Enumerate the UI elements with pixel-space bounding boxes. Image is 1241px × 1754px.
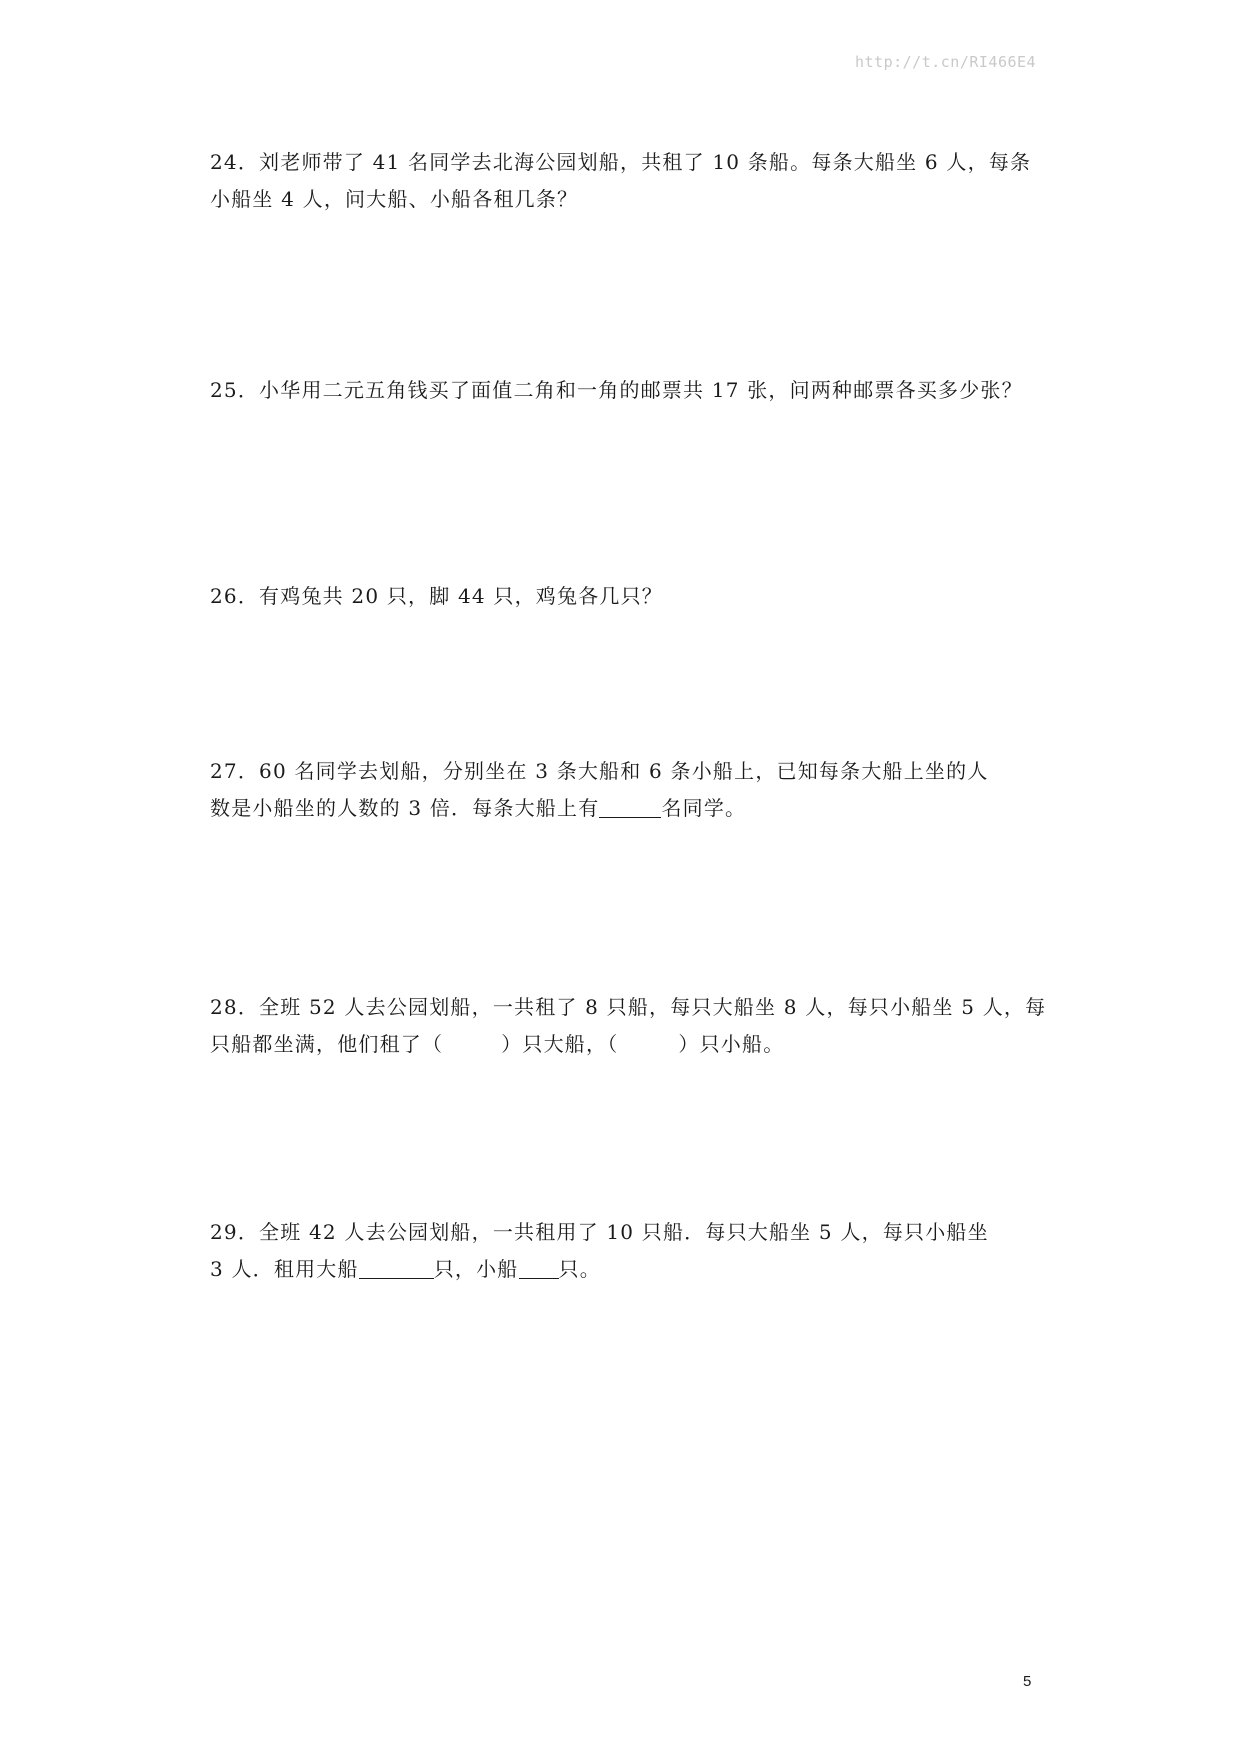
question-28-text-part-3: ）只小船。 xyxy=(678,1032,785,1056)
question-26 xyxy=(210,578,1040,615)
answer-blank-small-boats[interactable] xyxy=(519,1256,559,1279)
question-27-text-after-blank: 名同学。 xyxy=(661,796,747,820)
question-28-line-1: 28．全班 52 人去公园划船，一共租了 8 只船，每只大船坐 8 人，每只小船坐 5 人，每 xyxy=(210,995,1047,1019)
question-24-line-2: 小船坐 4 人，问大船、小船各租几条？ xyxy=(210,187,579,211)
page-number: 5 xyxy=(1023,1673,1032,1690)
question-28 xyxy=(210,989,1047,1063)
question-25 xyxy=(210,372,1040,409)
question-26-line-1: 26．有鸡兔共 20 只，脚 44 只，鸡兔各几只？ xyxy=(210,584,663,608)
question-29-text-part-1: 3 人．租用大船 xyxy=(210,1257,359,1281)
question-27-line-1: 27．60 名同学去划船，分别坐在 3 条大船和 6 条小船上，已知每条大船上坐的人 xyxy=(210,759,989,783)
question-25-line-1: 25．小华用二元五角钱买了面值二角和一角的邮票共 17 张，问两种邮票各买多少张？ xyxy=(210,378,1023,402)
question-27 xyxy=(210,753,1040,827)
question-29-text-part-2: 只，小船 xyxy=(433,1257,519,1281)
question-27-line-2 xyxy=(210,790,1040,827)
answer-blank-27[interactable] xyxy=(599,795,661,818)
question-28-text-part-2: ）只大船，（ xyxy=(501,1032,619,1056)
answer-blank-big-boats[interactable] xyxy=(359,1256,434,1279)
question-24 xyxy=(210,144,1040,218)
question-28-text-part-1: 只船都坐满，他们租了（ xyxy=(210,1032,444,1056)
question-29-line-2 xyxy=(210,1251,1040,1288)
question-24-line-1: 24．刘老师带了 41 名同学去北海公园划船，共租了 10 条船。每条大船坐 6 人，每条 xyxy=(210,150,1032,174)
question-29-text-part-3: 只。 xyxy=(558,1257,601,1281)
watermark-url: http://t.cn/RI466E4 xyxy=(855,53,1037,71)
question-28-line-2 xyxy=(210,1026,1040,1063)
question-27-text-before-blank: 数是小船坐的人数的 3 倍．每条大船上有 xyxy=(210,796,600,820)
question-29 xyxy=(210,1214,1040,1288)
question-29-line-1: 29．全班 42 人去公园划船，一共租用了 10 只船．每只大船坐 5 人，每只小船坐 xyxy=(210,1220,989,1244)
